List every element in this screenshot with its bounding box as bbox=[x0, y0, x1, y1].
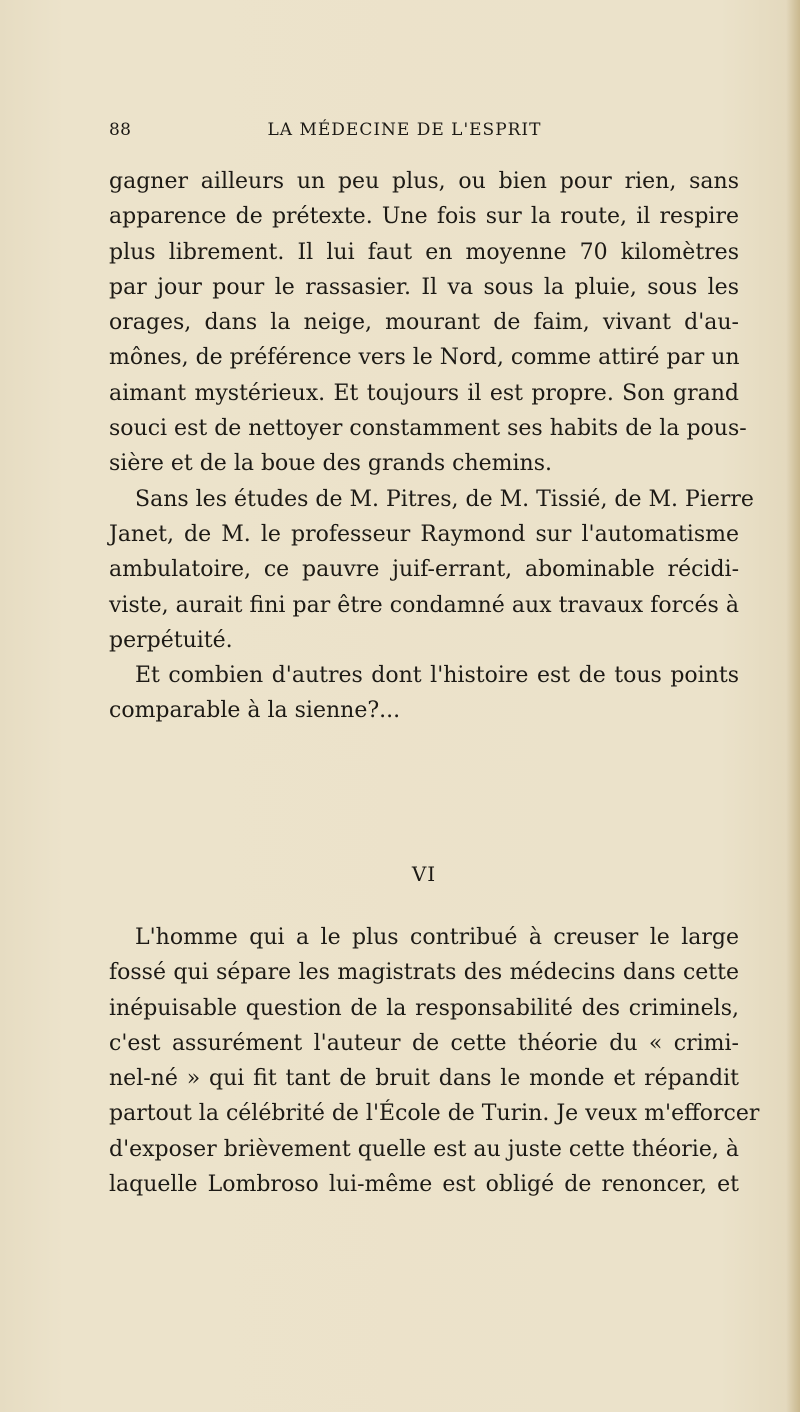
text-line: d'exposer brièvement quelle est au juste cette théorie, à bbox=[109, 1136, 739, 1162]
body-text-section-vi bbox=[109, 920, 760, 1202]
text-line: orages, dans la neige, mourant de faim, vivant d'au- bbox=[109, 310, 739, 336]
text-line: comparable à la sienne?... bbox=[109, 698, 401, 724]
text-line: aimant mystérieux. Et toujours il est propre. Son grand bbox=[109, 380, 739, 406]
text-line: ambulatoire, ce pauvre juif-errant, abominable récidi- bbox=[109, 557, 739, 583]
text-line: inépuisable question de la responsabilité des criminels, bbox=[109, 995, 739, 1021]
text-line: c'est assurément l'auteur de cette théorie du « crimi- bbox=[109, 1030, 739, 1056]
text-line: partout la célébrité de l'École de Turin. Je veux m'efforcer bbox=[109, 1101, 760, 1127]
body-text-before-section bbox=[109, 164, 754, 729]
text-line: Janet, de M. le professeur Raymond sur l'automatisme bbox=[109, 521, 739, 547]
running-head bbox=[109, 120, 700, 144]
text-line: par jour pour le rassasier. Il va sous la pluie, sous les bbox=[109, 274, 739, 300]
text-line: Et combien d'autres dont l'histoire est de tous points bbox=[135, 663, 739, 689]
text-line: viste, aurait fini par être condamné aux travaux forcés à bbox=[109, 592, 739, 618]
text-line: apparence de prétexte. Une fois sur la route, il respire bbox=[109, 204, 739, 230]
section-heading: VI bbox=[411, 862, 437, 886]
text-line: L'homme qui a le plus contribué à creuser le large bbox=[135, 925, 739, 950]
text-line: sière et de la boue des grands chemins. bbox=[109, 451, 552, 477]
page-number: 88 bbox=[109, 120, 132, 140]
text-line: plus librement. Il lui faut en moyenne 70 kilomètres bbox=[109, 239, 739, 265]
text-line: laquelle Lombroso lui-même est obligé de renoncer, et bbox=[109, 1172, 739, 1198]
text-line: perpétuité. bbox=[109, 627, 233, 653]
text-line: souci est de nettoyer constamment ses habits de la pous- bbox=[109, 416, 747, 442]
text-line: fossé qui sépare les magistrats des médecins dans cette bbox=[109, 960, 739, 986]
text-line: mônes, de préférence vers le Nord, comme attiré par un bbox=[109, 345, 740, 371]
text-line: Sans les études de M. Pitres, de M. Tissié, de M. Pierre bbox=[135, 486, 754, 512]
text-line: nel-né » qui fit tant de bruit dans le monde et répandit bbox=[109, 1066, 739, 1092]
page-edge-shadow bbox=[786, 0, 800, 1412]
running-title: LA MÉDECINE DE L'ESPRIT bbox=[267, 120, 542, 140]
text-line: gagner ailleurs un peu plus, ou bien pour rien, sans bbox=[109, 169, 739, 194]
